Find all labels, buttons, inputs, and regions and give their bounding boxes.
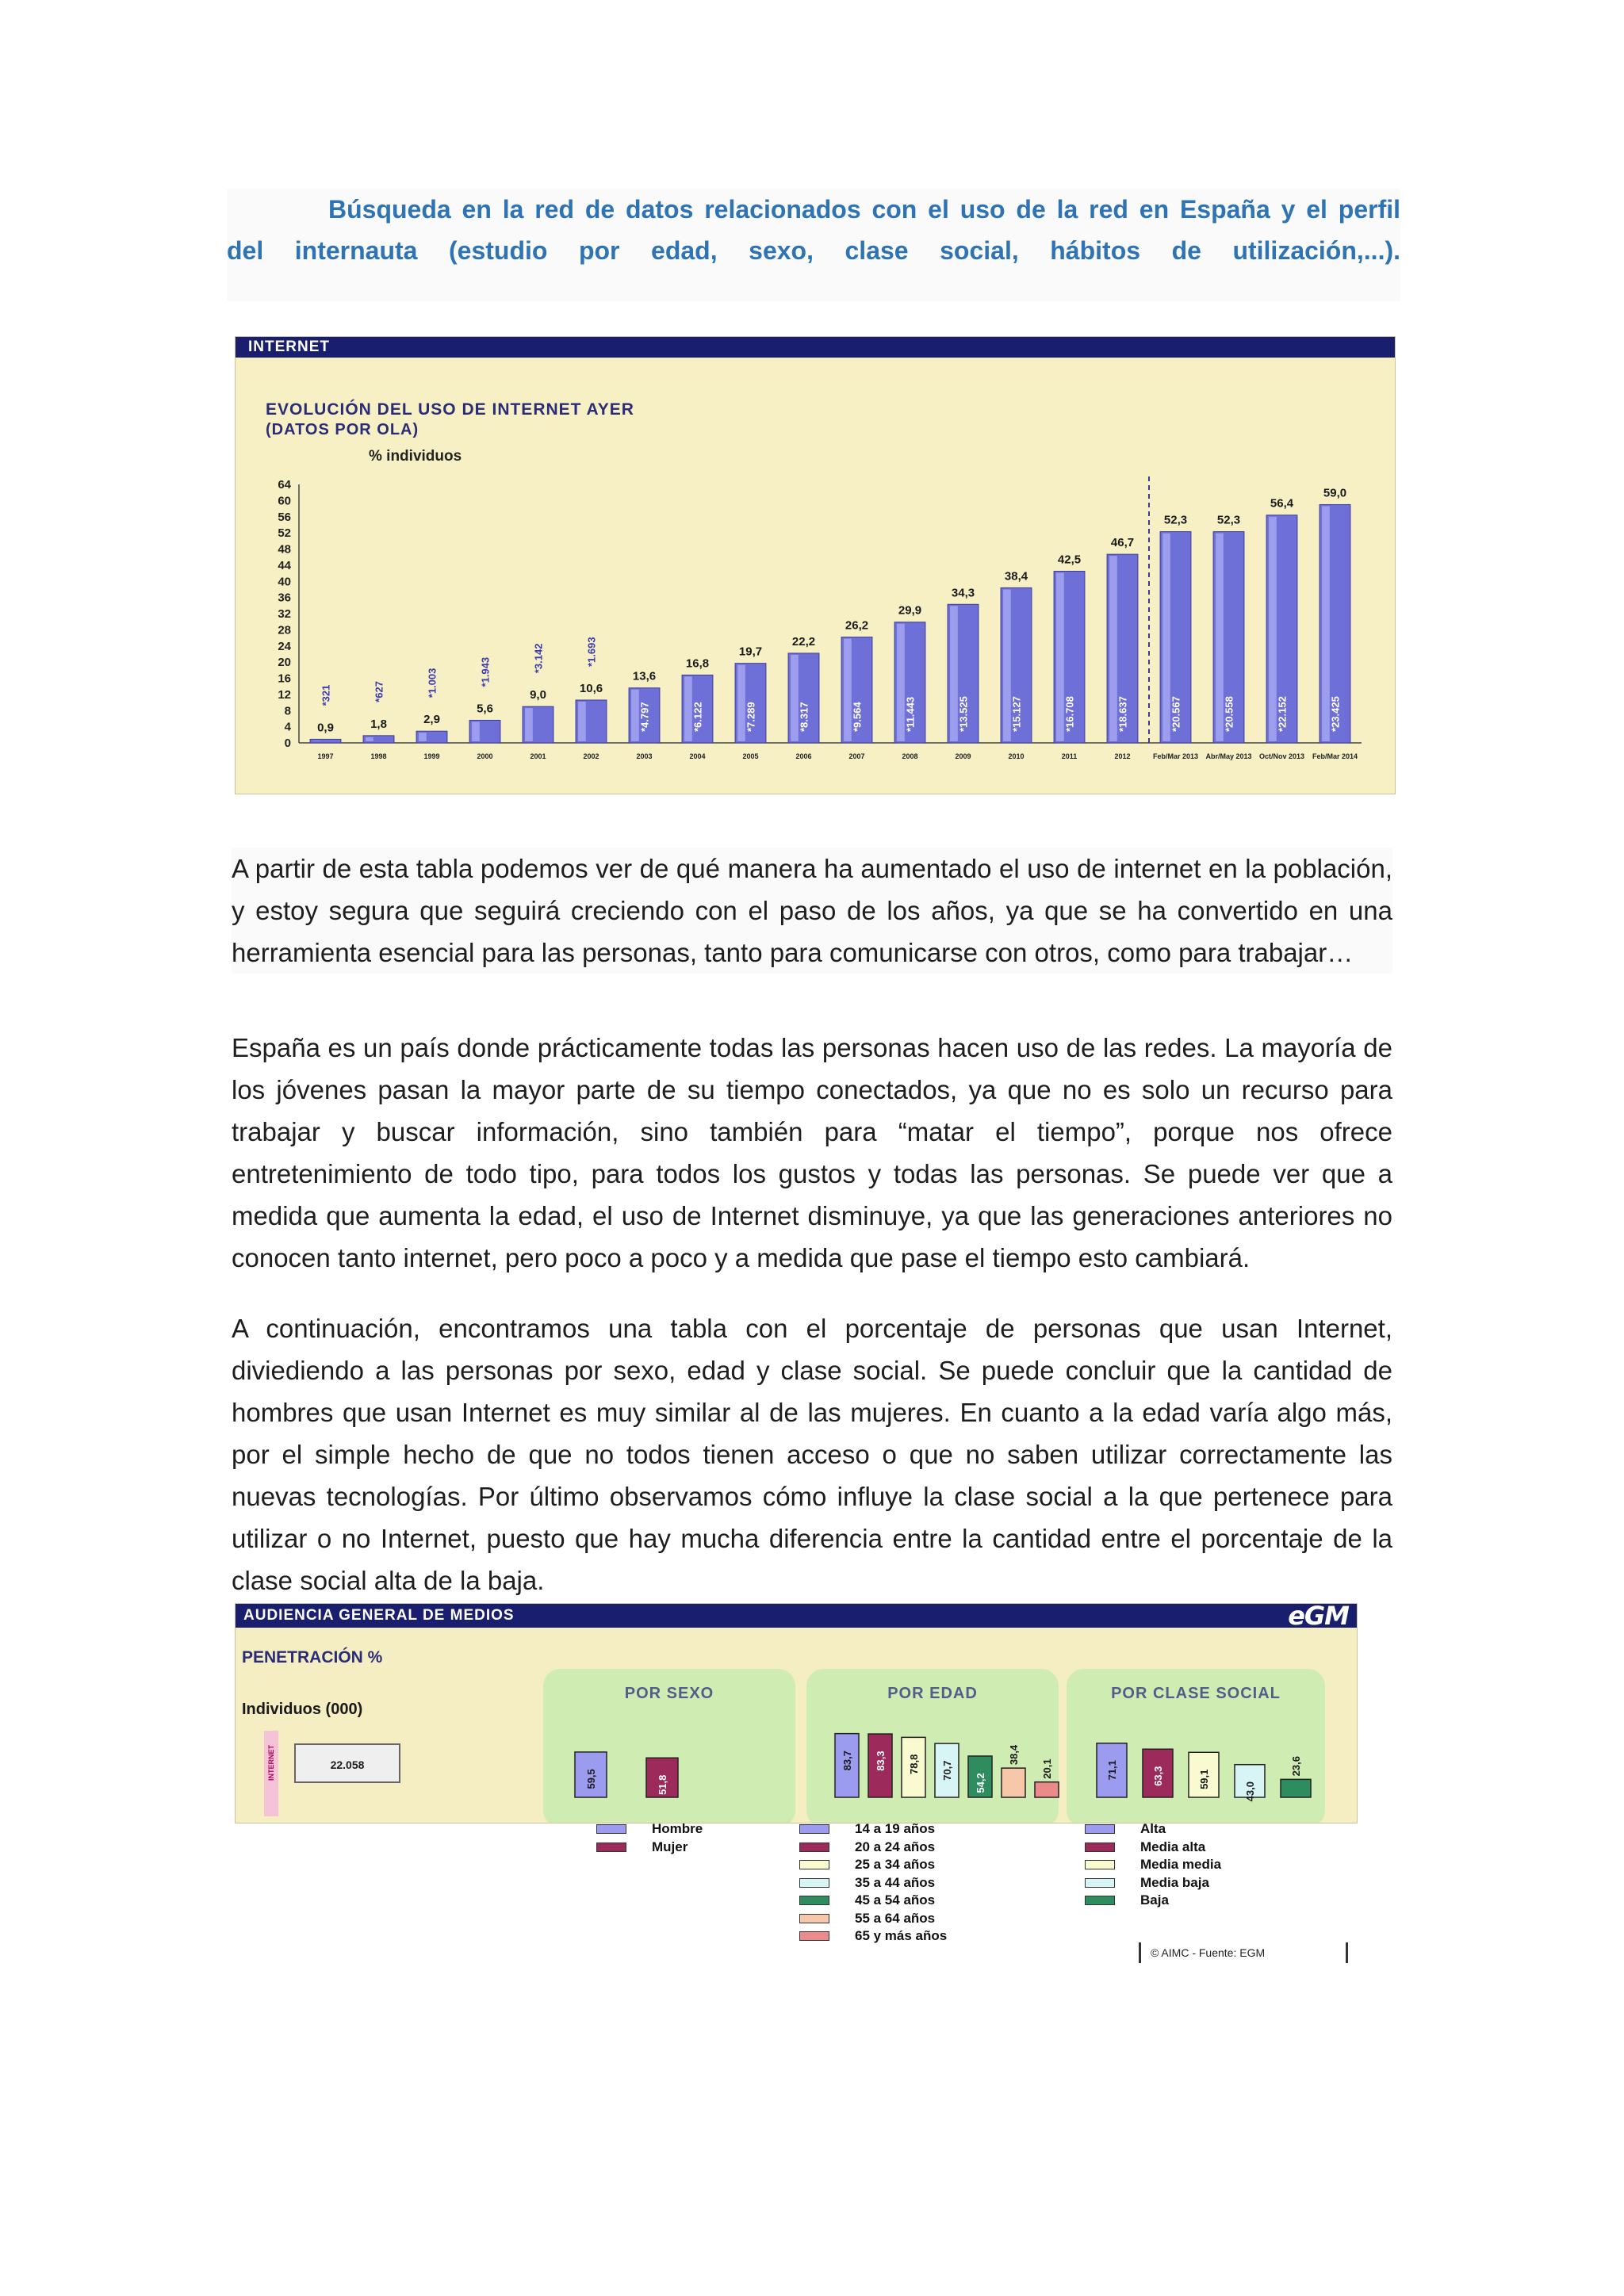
audience-penetration-chart (235, 1603, 1358, 1823)
chart1-individuals-label: *13.525 (957, 696, 970, 732)
chart2-bar (1035, 1782, 1059, 1797)
chart1-x-tick: 2003 (636, 752, 653, 760)
chart2-value-label: 51,8 (657, 1774, 668, 1795)
chart1-x-tick: 2008 (902, 752, 918, 760)
legend-label: 20 a 24 años (855, 1839, 936, 1854)
chart1-individuals-label: *22.152 (1276, 696, 1289, 732)
chart2-value-label: 83,7 (841, 1750, 853, 1771)
panel-title-edad: POR EDAD (887, 1685, 978, 1702)
legend-label: Hombre (652, 1821, 703, 1836)
chart1-individuals-label: *3.142 (532, 643, 545, 674)
legend-label: 55 a 64 años (855, 1910, 936, 1926)
paragraph-2: España es un país donde prácticamente todas las personas hacen uso de las redes. La mayoría de los jóvenes pasan la mayor parte de su tiempo conectados, ya que no es solo un recurso para trabajar y buscar información, sino también para “matar el tiempo”, porque nos ofrece entretenimiento de todo tipo, para todos los gustos y todas las personas. Se puede ver que a medida que aumenta la edad, el uso de Internet disminuye, ya que las generaciones anteriores no conocen tanto internet, pero poco a poco y a medida que pase el tiempo esto cambiará. (232, 1033, 1392, 1272)
chart1-y-tick: 4 (284, 720, 291, 734)
chart1-x-tick: 1997 (317, 752, 334, 760)
chart1-y-tick: 60 (278, 494, 291, 508)
chart1-y-tick: 0 (284, 737, 291, 750)
total-individuals-box: 22.058 (294, 1743, 400, 1783)
legend-item (799, 1874, 947, 1892)
chart1-bar-highlight (950, 606, 958, 741)
legend-edad (799, 1820, 947, 1946)
chart1-individuals-label: *11.443 (904, 696, 917, 732)
chart1-x-tick: 2011 (1061, 752, 1078, 760)
chart1-x-tick: 2002 (583, 752, 599, 760)
chart2-value-label: 38,4 (1008, 1744, 1020, 1766)
chart1-bar-highlight (1056, 573, 1064, 741)
legend-swatch (1085, 1860, 1115, 1869)
legend-swatch (799, 1878, 829, 1888)
chart1-x-tick: 2005 (742, 752, 759, 760)
legend-swatch (596, 1843, 626, 1852)
chart2-bar (1281, 1779, 1311, 1797)
chart1-y-tick: 20 (278, 656, 291, 670)
chart1-x-tick: 2006 (795, 752, 812, 760)
chart1-individuals-label: *1.003 (426, 668, 439, 698)
chart1-x-tick: 1998 (370, 752, 387, 760)
paragraph-1: A partir de esta tabla podemos ver de qué manera ha aumentado el uso de internet en la población, y estoy segura que seguirá creciendo con el paso de los años, ya que se ha convertido en una herramienta esencial para las personas, tanto para comunicarse con otros, como para trabajar… (232, 848, 1392, 974)
chart1-x-tick: 2009 (955, 752, 971, 760)
legend-swatch (1085, 1843, 1115, 1852)
chart1-value-label: 10,6 (579, 682, 603, 696)
chart1-individuals-label: *6.122 (691, 702, 704, 732)
legend-label: 25 a 34 años (855, 1857, 936, 1872)
chart1-title: EVOLUCIÓN DEL USO DE INTERNET AYER (266, 400, 634, 419)
chart1-bar-highlight (737, 665, 745, 741)
chart1-x-tick: 2004 (689, 752, 706, 760)
chart1-bar-highlight (366, 737, 373, 741)
chart2-value-label: 54,2 (975, 1773, 986, 1793)
chart1-y-tick: 8 (284, 704, 291, 718)
chart1-y-tick: 44 (278, 558, 291, 572)
legend-item (596, 1839, 703, 1857)
chart1-value-label: 13,6 (632, 669, 657, 683)
legend-item (1085, 1839, 1221, 1857)
internet-evolution-chart (235, 336, 1396, 794)
chart1-y-tick: 48 (278, 542, 291, 557)
egm-logo: eGM (1288, 1603, 1349, 1631)
chart1-individuals-label: *4.797 (638, 702, 651, 732)
chart1-bar-highlight (1109, 556, 1117, 741)
source-note: © AIMC - Fuente: EGM (1139, 1942, 1348, 1963)
chart2-value-label: 20,1 (1041, 1758, 1053, 1779)
chart1-y-tick: 40 (278, 575, 291, 589)
legend-label: Media media (1140, 1857, 1222, 1872)
chart1-plot (236, 337, 1395, 794)
chart1-x-tick: Oct/Nov 2013 (1258, 752, 1305, 760)
chart1-value-label: 38,4 (1004, 569, 1028, 584)
chart2-value-label: 70,7 (941, 1760, 953, 1781)
legend-label: Media baja (1140, 1874, 1209, 1890)
legend-label: 14 a 19 años (855, 1821, 936, 1836)
chart2-banner: AUDIENCIA GENERAL DE MEDIOS (236, 1604, 1357, 1628)
chart1-y-tick: 32 (278, 607, 291, 621)
legend-label: 35 a 44 años (855, 1874, 936, 1890)
chart1-bar-highlight (844, 639, 852, 741)
legend-item (596, 1820, 703, 1839)
legend-label: Alta (1140, 1821, 1166, 1836)
chart2-value-label: 71,1 (1106, 1760, 1118, 1781)
chart1-x-tick: Feb/Mar 2014 (1312, 752, 1358, 760)
panel-title-clase: POR CLASE SOCIAL (1111, 1685, 1281, 1702)
internet-side-tag: INTERNET (267, 1745, 275, 1781)
chart1-value-label: 26,2 (845, 618, 869, 633)
heading-line-2: del internauta (estudio por edad, sexo, clase social, hábitos de utilización,...). (227, 236, 1400, 265)
chart1-bar-highlight (525, 708, 533, 741)
chart2-value-label: 23,6 (1290, 1756, 1302, 1777)
legend-swatch (799, 1931, 829, 1941)
chart1-value-label: 42,5 (1057, 553, 1082, 567)
chart1-value-label: 52,3 (1216, 513, 1241, 527)
chart1-individuals-label: *627 (373, 681, 385, 702)
legend-item (799, 1910, 947, 1928)
chart1-x-tick: 2000 (477, 752, 493, 760)
chart1-bar-highlight (1162, 534, 1170, 741)
chart1-bar-highlight (1269, 517, 1277, 741)
chart1-individuals-label: *20.567 (1170, 696, 1182, 732)
legend-item (1085, 1874, 1221, 1892)
chart1-x-tick: 2001 (530, 752, 546, 760)
chart1-unit-label: % individuos (369, 448, 462, 465)
chart1-individuals-label: *9.564 (851, 702, 864, 732)
chart2-plot (236, 1604, 1357, 1823)
chart1-bar-highlight (791, 655, 799, 741)
legend-item (799, 1927, 947, 1946)
document-heading (227, 189, 1400, 301)
legend-label: Mujer (652, 1839, 688, 1854)
legend-swatch (596, 1824, 626, 1834)
heading-line-1: Búsqueda en la red de datos relacionados con el uso de la red en España y el perfil (328, 195, 1400, 224)
chart2-value-label: 78,8 (908, 1754, 920, 1775)
chart2-value-label: 59,1 (1198, 1769, 1210, 1789)
legend-label: 45 a 54 años (855, 1892, 936, 1908)
legend-swatch (799, 1843, 829, 1852)
chart1-individuals-label: *7.289 (745, 702, 757, 732)
chart1-value-label: 29,9 (898, 603, 922, 618)
legend-swatch (799, 1860, 829, 1869)
chart1-bar-highlight (1216, 534, 1224, 741)
chart1-value-label: 59,0 (1323, 486, 1347, 500)
chart1-individuals-label: *321 (320, 684, 332, 706)
chart2-value-label: 43,0 (1244, 1781, 1256, 1802)
chart1-banner: INTERNET (236, 337, 1395, 358)
penetration-label: PENETRACIÓN % (242, 1648, 383, 1667)
chart1-bar-highlight (1322, 506, 1330, 741)
chart1-value-label: 16,8 (685, 656, 710, 671)
chart1-x-tick: 2007 (848, 752, 865, 760)
chart1-value-label: 5,6 (477, 702, 493, 716)
legend-swatch (799, 1824, 829, 1834)
chart1-individuals-label: *15.127 (1010, 696, 1023, 732)
chart1-subtitle: (DATOS POR OLA) (266, 421, 419, 438)
chart1-y-tick: 56 (278, 510, 291, 524)
chart1-value-label: 56,4 (1270, 496, 1294, 511)
chart1-bar-highlight (1003, 589, 1011, 741)
chart1-y-tick: 16 (278, 672, 291, 686)
chart1-value-label: 46,7 (1110, 536, 1135, 550)
chart1-x-tick: Abr/May 2013 (1205, 752, 1252, 760)
chart1-value-label: 34,3 (951, 586, 975, 600)
legend-item (799, 1839, 947, 1857)
chart1-value-label: 19,7 (738, 645, 763, 659)
chart1-individuals-label: *8.317 (798, 702, 810, 732)
legend-swatch (799, 1914, 829, 1923)
chart1-y-tick: 28 (278, 623, 291, 637)
legend-item (799, 1820, 947, 1839)
chart1-y-tick: 24 (278, 639, 291, 653)
legend-item (1085, 1892, 1221, 1910)
chart1-x-tick: 2010 (1008, 752, 1025, 760)
chart1-y-tick: 12 (278, 687, 291, 702)
chart1-individuals-label: *20.558 (1223, 696, 1235, 732)
chart1-bar-highlight (897, 624, 905, 741)
chart2-bar (1002, 1768, 1025, 1797)
chart1-individuals-label: *16.708 (1063, 696, 1076, 732)
paragraph-3: A continuación, encontramos una tabla con el porcentaje de personas que usan Internet, diviediendo a las personas por sexo, edad y clase social. Se puede concluir que la cantidad de hombres que usan Internet es muy similar al de las mujeres. En cuanto a la edad varía algo más, por el simple hecho de que no todos tienen acceso o que no saben utilizar correctamente las nuevas tecnologías. Por último observamos cómo influye la clase social a la que pertenece para utilizar o no Internet, puesto que hay mucha diferencia entre la cantidad entre el porcentaje de la clase social alta de la baja. (232, 1314, 1392, 1595)
chart1-x-tick: 2012 (1114, 752, 1131, 760)
legend-item (1085, 1856, 1221, 1874)
chart1-individuals-label: *1.943 (479, 656, 492, 687)
chart1-value-label: 9,0 (530, 688, 546, 702)
panel-title-sexo: POR SEXO (624, 1685, 714, 1702)
legend-item (799, 1892, 947, 1910)
legend-item (799, 1856, 947, 1874)
chart1-value-label: 52,3 (1163, 513, 1188, 527)
legend-item (1085, 1820, 1221, 1839)
chart1-individuals-label: *23.425 (1329, 696, 1342, 732)
chart1-bar-highlight (631, 690, 639, 741)
chart1-individuals-label: *18.637 (1116, 696, 1129, 732)
legend-swatch (799, 1896, 829, 1905)
legend-sexo (596, 1820, 703, 1856)
chart1-y-tick: 52 (278, 526, 291, 541)
legend-clase-social (1085, 1820, 1221, 1910)
chart1-value-label: 1,8 (370, 717, 387, 731)
legend-swatch (1085, 1896, 1115, 1905)
chart1-value-label: 2,9 (423, 713, 440, 727)
legend-label: 65 y más años (855, 1928, 948, 1943)
legend-label: Media alta (1140, 1839, 1206, 1854)
chart1-x-tick: 1999 (423, 752, 440, 760)
chart1-bar-highlight (419, 733, 427, 741)
chart1-value-label: 22,2 (791, 634, 816, 649)
chart1-x-tick: Feb/Mar 2013 (1152, 752, 1199, 760)
chart1-value-label: 0,9 (317, 721, 334, 735)
chart1-individuals-label: *1.693 (585, 637, 598, 668)
chart1-y-tick: 64 (278, 478, 291, 492)
chart1-bar-highlight (578, 702, 586, 741)
individuals-label: Individuos (000) (242, 1701, 363, 1718)
chart2-value-label: 63,3 (1152, 1766, 1164, 1786)
chart1-bar-highlight (312, 740, 320, 741)
legend-swatch (1085, 1878, 1115, 1888)
chart1-bar-highlight (684, 676, 692, 741)
chart2-value-label: 83,3 (875, 1751, 887, 1771)
legend-swatch (1085, 1824, 1115, 1834)
legend-label: Baja (1140, 1892, 1169, 1908)
chart2-value-label: 59,5 (585, 1769, 597, 1789)
chart1-bar-highlight (472, 721, 480, 741)
chart1-y-tick: 36 (278, 591, 291, 605)
